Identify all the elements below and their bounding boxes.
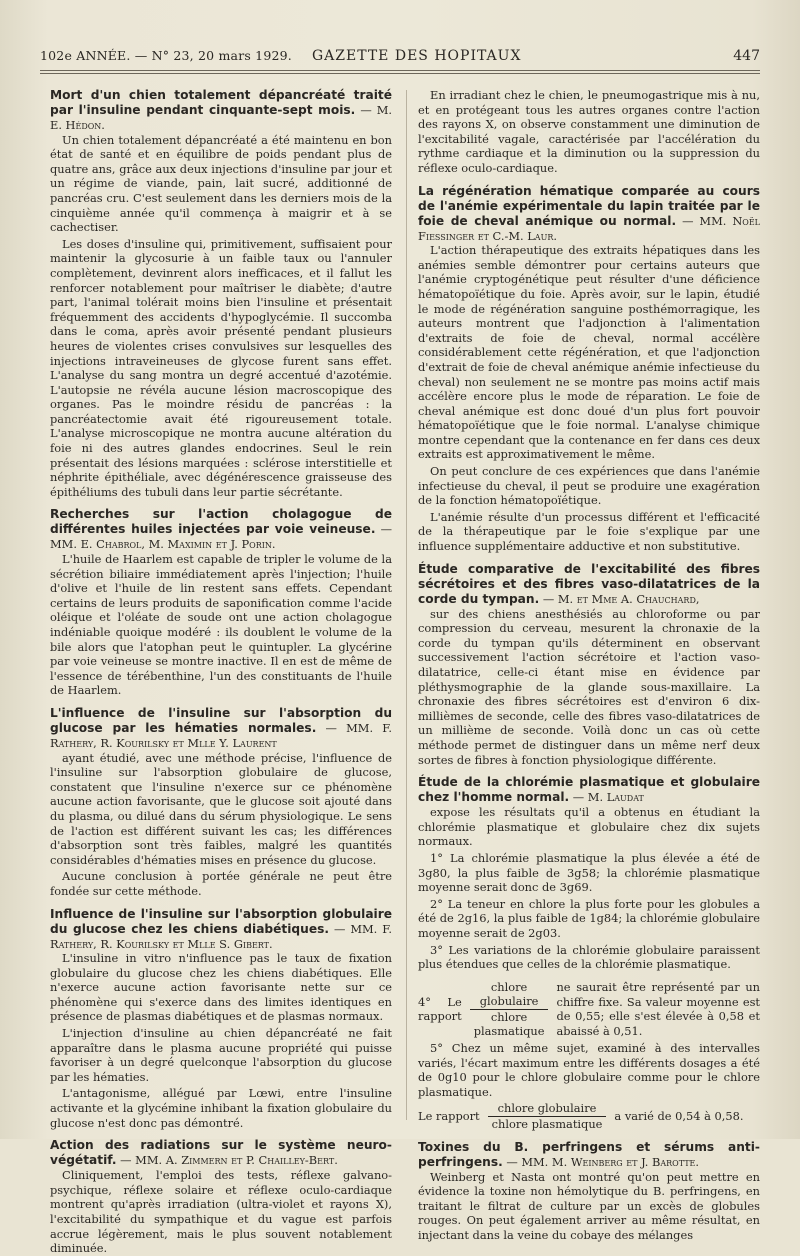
article-heading (50, 88, 392, 133)
article-paragraph: En irradiant chez le chien, le pneumogastrique mis à nu, et en protégeant tous les autres organes contre l'action des rayons X, on observe constamment une diminution de l'excitabilité vagale, caractérisée par l'accélération du rythme cardiaque et la diminution ou la suppression du réflexe oculo-cardiaque. (418, 88, 760, 175)
article-title: Toxines du B. perfringens et sérums anti-perfringens. (418, 1139, 760, 1169)
article-title: Étude comparative de l'excitabilité des fibres sécrétoires et des fibres vaso-dilatatrices de la corde du tympan. (418, 561, 760, 606)
article-title: Étude de la chlorémie plasmatique et globulaire chez l'homme normal. (418, 775, 760, 805)
article-paragraph: Les doses d'insuline qui, primitivement, suffisaient pour maintenir la glycosurie à un faible taux ou l'annuler complètement, devinrent alors inefficaces, et il fallut les renforcer notablement pour maîtriser le diabète; d'autre part, l'animal tolérait moins bien l'insuline et présentait fréquemment des accidents d'hypoglycémie. Il succomba dans le coma, après avoir présenté pendant plusieurs heures de violentes crises convulsives sur lesquelles des injections intraveineuses de glycose furent sans effet. L'analyse du sang montra un degré accentué d'azotémie. L'autopsie ne révéla aucune lésion macroscopique des organes. Pas le moindre résidu de pancréas : la pancréatectomie avait été rigoureusement totale. L'analyse microscopique ne montra aucune altération du foie ni des autres glandes endocrines. Seul le rein présentait des lésions marquées : sclérose interstitielle et néphrite épithéliale, avec dégénérescence graisseuse des épithéliums des tubuli dans leur partie sécrétante. (50, 236, 392, 499)
article-authors: — MM. M. Weinberg et J. Barotte. (506, 1154, 700, 1169)
article-heading (50, 706, 392, 751)
article-title: La régénération hématique comparée au cours de l'anémie expérimentale du lapin traitée par le foie de cheval anémique ou normal. (418, 183, 760, 228)
article-paragraph: L'huile de Haarlem est capable de tripler le volume de la sécrétion biliaire immédiatement après l'injection; l'huile d'olive et l'huile de lin restent sans effets. Cependant certains de leurs produits de saponification comme l'acide oléique et l'oléate de soude ont une action cholagogue indéniable quoique modéré : ils doublent le volume de la bile alors que l'atophan peut le quintupler. La glycérine par voie veineuse se montre inactive. Il en est de même de l'essence de térébenthine, l'un des constituants de l'huile de Haarlem. (50, 552, 392, 698)
article-title: Mort d'un chien totalement dépancréaté traité par l'insuline pendant cinquante-sept mois. (50, 88, 392, 117)
right-column (418, 88, 760, 1242)
header-rule-secondary (40, 73, 760, 74)
ratio-line (418, 1101, 760, 1131)
ratio-fraction (470, 980, 549, 1039)
article-paragraph: 2° La teneur en chlore la plus forte pour les globules a été de 2g16, la plus faible de 1g84; la chlorémie globulaire moyenne serait de 2g03. (418, 896, 760, 940)
article-heading (50, 1138, 392, 1168)
article-section (50, 706, 392, 899)
ratio-denominator: chlore plasmatique (473, 1009, 545, 1039)
article-title: Influence de l'insuline sur l'absorption globulaire du glucose chez les chiens diabétiques. (50, 906, 392, 936)
article-paragraph: 1° La chlorémie plasmatique la plus élevée a été de 3g80, la plus faible de 3g58; la chlorémie plasmatique moyenne serait donc de 3g69. (418, 850, 760, 895)
ratio-numerator: chlore globulaire (488, 1101, 607, 1117)
article-paragraph: sur des chiens anesthésiés au chloroforme ou par compression du cerveau, mesurent la chronaxie de la corde du tympan qu'ils déterminent en observant successivement l'action sécrétoire et l'action vaso-dilatatrice, celle-ci étant mise en évidence par pléthysmographie de la glande sous-maxillaire. La chronaxie des fibres sécrétoires est d'environ 6 dix-millièmes de seconde, celle des fibres vaso-dilatatrices de un millième de seconde. Voilà donc un cas où cette méthode permet de distinguer dans un même nerf deux sortes de fibres à fonction physiologique différente. (418, 606, 760, 767)
article-authors: — MM. A. Zimmern et P. Chailley-Bert. (120, 1153, 338, 1168)
article-paragraph: L'antagonisme, allégué par Lœwi, entre l'insuline activante et la glycémine inhibant la fixation globulaire du glucose n'est donc pas démontré. (50, 1086, 392, 1130)
article-authors: — M. et Mme A. Chauchard, (542, 591, 700, 606)
article-section (418, 88, 760, 176)
ratio-prefix: 4° Le rapport (418, 994, 462, 1024)
article-section (50, 507, 392, 698)
ratio-line (418, 980, 760, 1039)
article-paragraph: 5° Chez un même sujet, examiné à des intervalles variés, l'écart maximum entre les différents dosages a été de 0g10 pour le chlore globulaire comme pour le chlore plasmatique. (418, 1041, 760, 1099)
article-section (418, 562, 760, 768)
journal-title: GAZETTE DES HOPITAUX (312, 48, 522, 64)
article-section (418, 1140, 760, 1243)
article-section (418, 775, 760, 972)
article-heading (50, 907, 392, 952)
article-title: L'influence de l'insuline sur l'absorption du glucose par les hématies normales. (50, 705, 392, 735)
article-paragraph: Cliniquement, l'emploi des tests, réflexe galvano-psychique, réflexe solaire et réflexe oculo-cardiaque montrent qu'après irradiation (ultra-violet et rayons X), l'excitabilité du sympathique et du vague est parfois accrue légèrement, mais le plus souvent notablement diminuée. (50, 1168, 392, 1256)
header-rule (40, 70, 760, 71)
article-title: Recherches sur l'action cholagogue de différentes huiles injectées par voie veineuse. (50, 507, 392, 537)
article-heading (418, 184, 760, 244)
article-authors: — MM. F. Rathery, R. Kourilsky et Mlle S. Gibert. (50, 921, 393, 951)
article-paragraph: Weinberg et Nasta ont montré qu'on peut mettre en évidence la toxine non hémolytique du B. perfringens, en traitant le filtrat de culture par un excès de globules rouges. On peut également arriver au même résultat, en injectant dans la veine du cobaye des mélanges (418, 1169, 760, 1242)
article-authors: — MM. F. Rathery, R. Kourilsky et Mlle Y. Laurent (50, 720, 393, 750)
article-heading (418, 562, 760, 607)
article-authors: — MM. E. Chabrol, M. Maximin et J. Porin. (50, 522, 392, 552)
article-paragraph: Aucune conclusion à portée générale ne peut être fondée sur cette méthode. (50, 869, 392, 898)
article-title: Action des radiations sur le système neuro-végétatif. (50, 1138, 392, 1168)
article-paragraph: L'anémie résulte d'un processus différent et l'efficacité de la thérapeutique par le foie s'explique par une influence supplémentaire adductive et non substitutive. (418, 509, 760, 554)
ratio-suffix: a varié de 0,54 à 0,58. (614, 1109, 744, 1124)
ratio-prefix: Le rapport (418, 1109, 480, 1124)
issue-info: 102e ANNÉE. — N° 23, 20 mars 1929. (40, 48, 292, 63)
article-paragraph: L'action thérapeutique des extraits hépatiques dans les anémies semble démontrer pour certains auteurs que l'anémie cryptogénétique peut résulter d'une déficience hématopoïétique du foie. Après avoir, sur le lapin, étudié le mode de régénération sanguine posthémorragique, les auteurs montrent que l'adjonction à l'alimentation d'extraits de foie de cheval, normal accélère considérablement cette régénération, et que l'adjonction d'extrait de foie de cheval anémique anémie infectieuse du cheval) non seulement ne se montre pas moins actif mais accélère encore plus le mode de réparation. Le foie de cheval anémique est donc doué d'un plus fort pouvoir hématopoïétique que le foie normal. L'analyse chimique montre cependant que la contenance en fer dans ces deux extraits est approximativement le même. (418, 243, 760, 462)
article-paragraph: L'injection d'insuline au chien dépancréaté ne fait apparaître dans le plasma aucune propriété qui puisse favoriser à un degré quelconque l'absorption du glucose par les hématies. (50, 1026, 392, 1084)
article-authors: — MM. Noël Fiessinger et C.-M. Laur. (418, 213, 760, 243)
article-section (50, 907, 392, 1131)
article-paragraph: ayant étudié, avec une méthode précise, l'influence de l'insuline sur l'absorption globulaire de glucose, constatent que l'insuline n'exerce sur ce phénomène aucune action favorisante, que le glucose soit ajouté dans du plasma, ou dilué dans du sérum physiologique. Le sens de l'action est différent suivant les cas; les différences d'absorption sont très faibles, malgré les quantités considérables d'hématies mises en présence du glucose. (50, 750, 392, 867)
article-paragraph: Un chien totalement dépancréaté a été maintenu en bon état de santé et en équilibre de poids pendant plus de quatre ans, grâce aux deux injections d'insuline par jour et un régime de viande, pain, lait sucré, additionné de pancréas cru. C'est seulement dans les derniers mois de la cinquième année qu'il commença à maigrir et à se cachectiser. (50, 132, 392, 235)
column-divider (406, 90, 407, 1120)
article-section (418, 980, 760, 1132)
ratio-fraction (488, 1101, 607, 1131)
article-section (50, 88, 392, 499)
article-heading (418, 775, 760, 805)
article-authors: — M. E. Hédon. (50, 103, 393, 132)
article-paragraph: 3° Les variations de la chlorémie globulaire paraissent plus étendues que celles de la chlorémie plasmatique. (418, 942, 760, 972)
article-section (418, 184, 760, 554)
ratio-numerator: chlore globulaire (470, 980, 549, 1010)
article-heading (418, 1140, 760, 1170)
page-number: 447 (733, 48, 760, 64)
page-header (40, 46, 760, 66)
ratio-denominator: chlore plasmatique (491, 1117, 603, 1132)
ratio-suffix: ne saurait être représenté par un chiffre fixe. Sa valeur moyenne est de 0,55; elle s'est élevée à 0,58 et abaissé à 0,51. (556, 980, 760, 1038)
article-heading (50, 507, 392, 552)
article-paragraph: expose les résultats qu'il a obtenus en étudiant la chlorémie plasmatique et globulaire chez dix sujets normaux. (418, 805, 760, 849)
article-authors: — M. Laudat (572, 790, 644, 805)
article-paragraph: On peut conclure de ces expériences que dans l'anémie infectieuse du cheval, il peut se produire une exagération de la fonction hématopoïétique. (418, 464, 760, 508)
article-paragraph: L'insuline in vitro n'influence pas le taux de fixation globulaire du glucose chez les chiens diabétiques. Elle n'exerce aucune action favorisante nette sur ce phénomène qui s'exerce dans des limites identiques en présence de plasmas diabétiques et de plasmas normaux. (50, 951, 392, 1024)
article-section (50, 1138, 392, 1256)
left-column (50, 88, 393, 1256)
